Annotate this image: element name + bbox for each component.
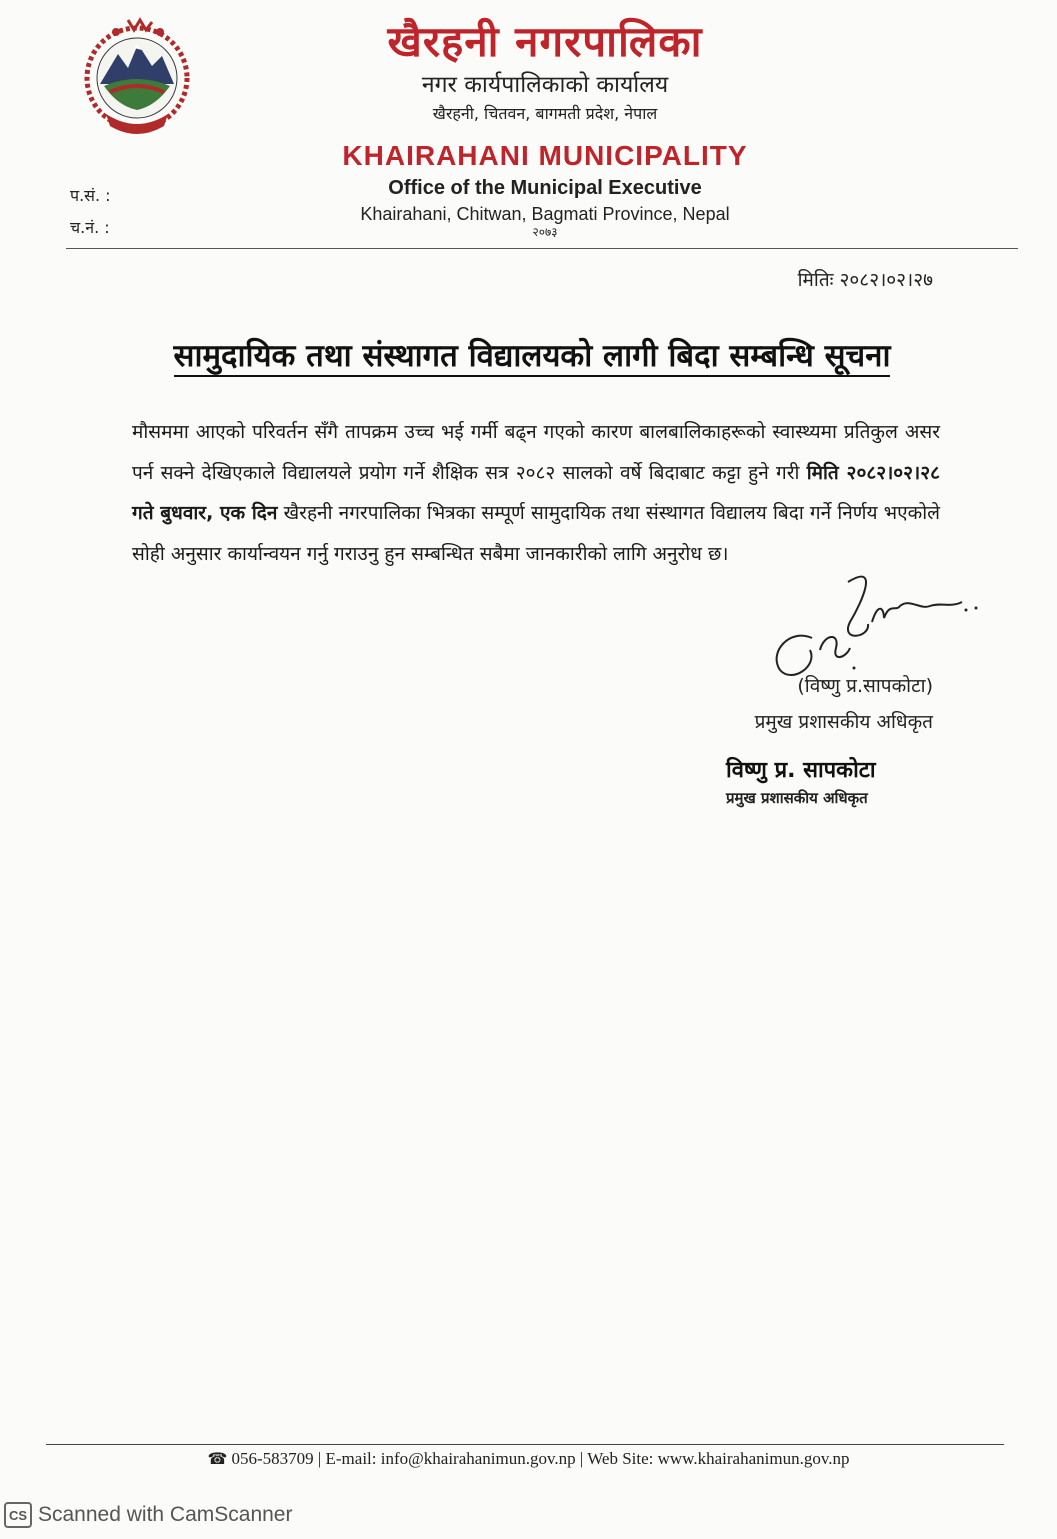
camscanner-watermark (4, 1500, 292, 1530)
signatory-designation: प्रमुख प्रशासकीय अधिकृत (754, 711, 933, 733)
municipality-name-np: खैरहनी नगरपालिका (387, 17, 703, 66)
footer-contact-text: 056-583709 | E-mail: info@khairahanimun.gov.np | Web Site: www.khairahanimun.gov.np (231, 1449, 850, 1468)
stamp-designation: प्रमुख प्रशासकीय अधिकृत (726, 789, 868, 807)
watermark-text: Scanned with CamScanner (38, 1503, 293, 1526)
body-bold-date: मिति २०८२।०२।२८ गते बुधवार, एक दिन (132, 461, 941, 524)
notice-body (132, 412, 940, 574)
dispatch-number-label: च.नं. : (70, 218, 110, 237)
municipality-name-en: KHAIRAHANI MUNICIPALITY (342, 140, 748, 171)
header-divider (66, 248, 1018, 249)
body-part-1: मौसममा आएको परिवर्तन सँगै तापक्रम उच्च भई गर्मी बढ्न गएको कारण बालबालिकाहरूको स्वास्थ्यमा प्रतिकुल असर पर्न सक्ने देखिएकाले विद्यालयले प्रयोग गर्ने शैक्षिक सत्र २०८२ सालको वर्षे बिदाबाट कट्टा हुने गरी (132, 421, 940, 484)
office-name-en: Office of the Municipal Executive (388, 177, 702, 199)
office-name-np: नगर कार्यपालिकाको कार्यालय (421, 72, 669, 98)
notice-title-text: सामुदायिक तथा संस्थागत विद्यालयको लागी बिदा सम्बन्धि सूचना (174, 338, 891, 377)
establishment-year: २०७३ (532, 225, 558, 239)
stamp-name: विष्णु प्र. सापकोटा (726, 758, 876, 783)
body-part-2: खैरहनी नगरपालिका भित्रका सम्पूर्ण सामुदायिक तथा संस्थागत विद्यालय बिदा गर्ने निर्णय भएकोले सोही अनुसार कार्यान्वयन गर्नु गराउनु हुन सम्बन्धित सबैमा जानकारीको लागि अनुरोध छ। (132, 502, 940, 565)
contact-footer (0, 1449, 1057, 1469)
signatory-name: (विष्णु प्र.सापकोटा) (797, 675, 933, 697)
address-en: Khairahani, Chitwan, Bagmati Province, Nepal (360, 204, 730, 224)
reference-number-label: प.सं. : (70, 186, 111, 205)
nepal-emblem-icon (76, 14, 198, 146)
address-np: खैरहनी, चितवन, बागमती प्रदेश, नेपाल (432, 104, 658, 123)
footer-divider (46, 1444, 1004, 1445)
notice-title (100, 334, 964, 378)
notice-date: मितिः २०८२।०२।२७ (797, 269, 933, 291)
camscanner-logo-icon: CS (4, 1502, 32, 1528)
phone-icon: ☎ (207, 1451, 228, 1468)
